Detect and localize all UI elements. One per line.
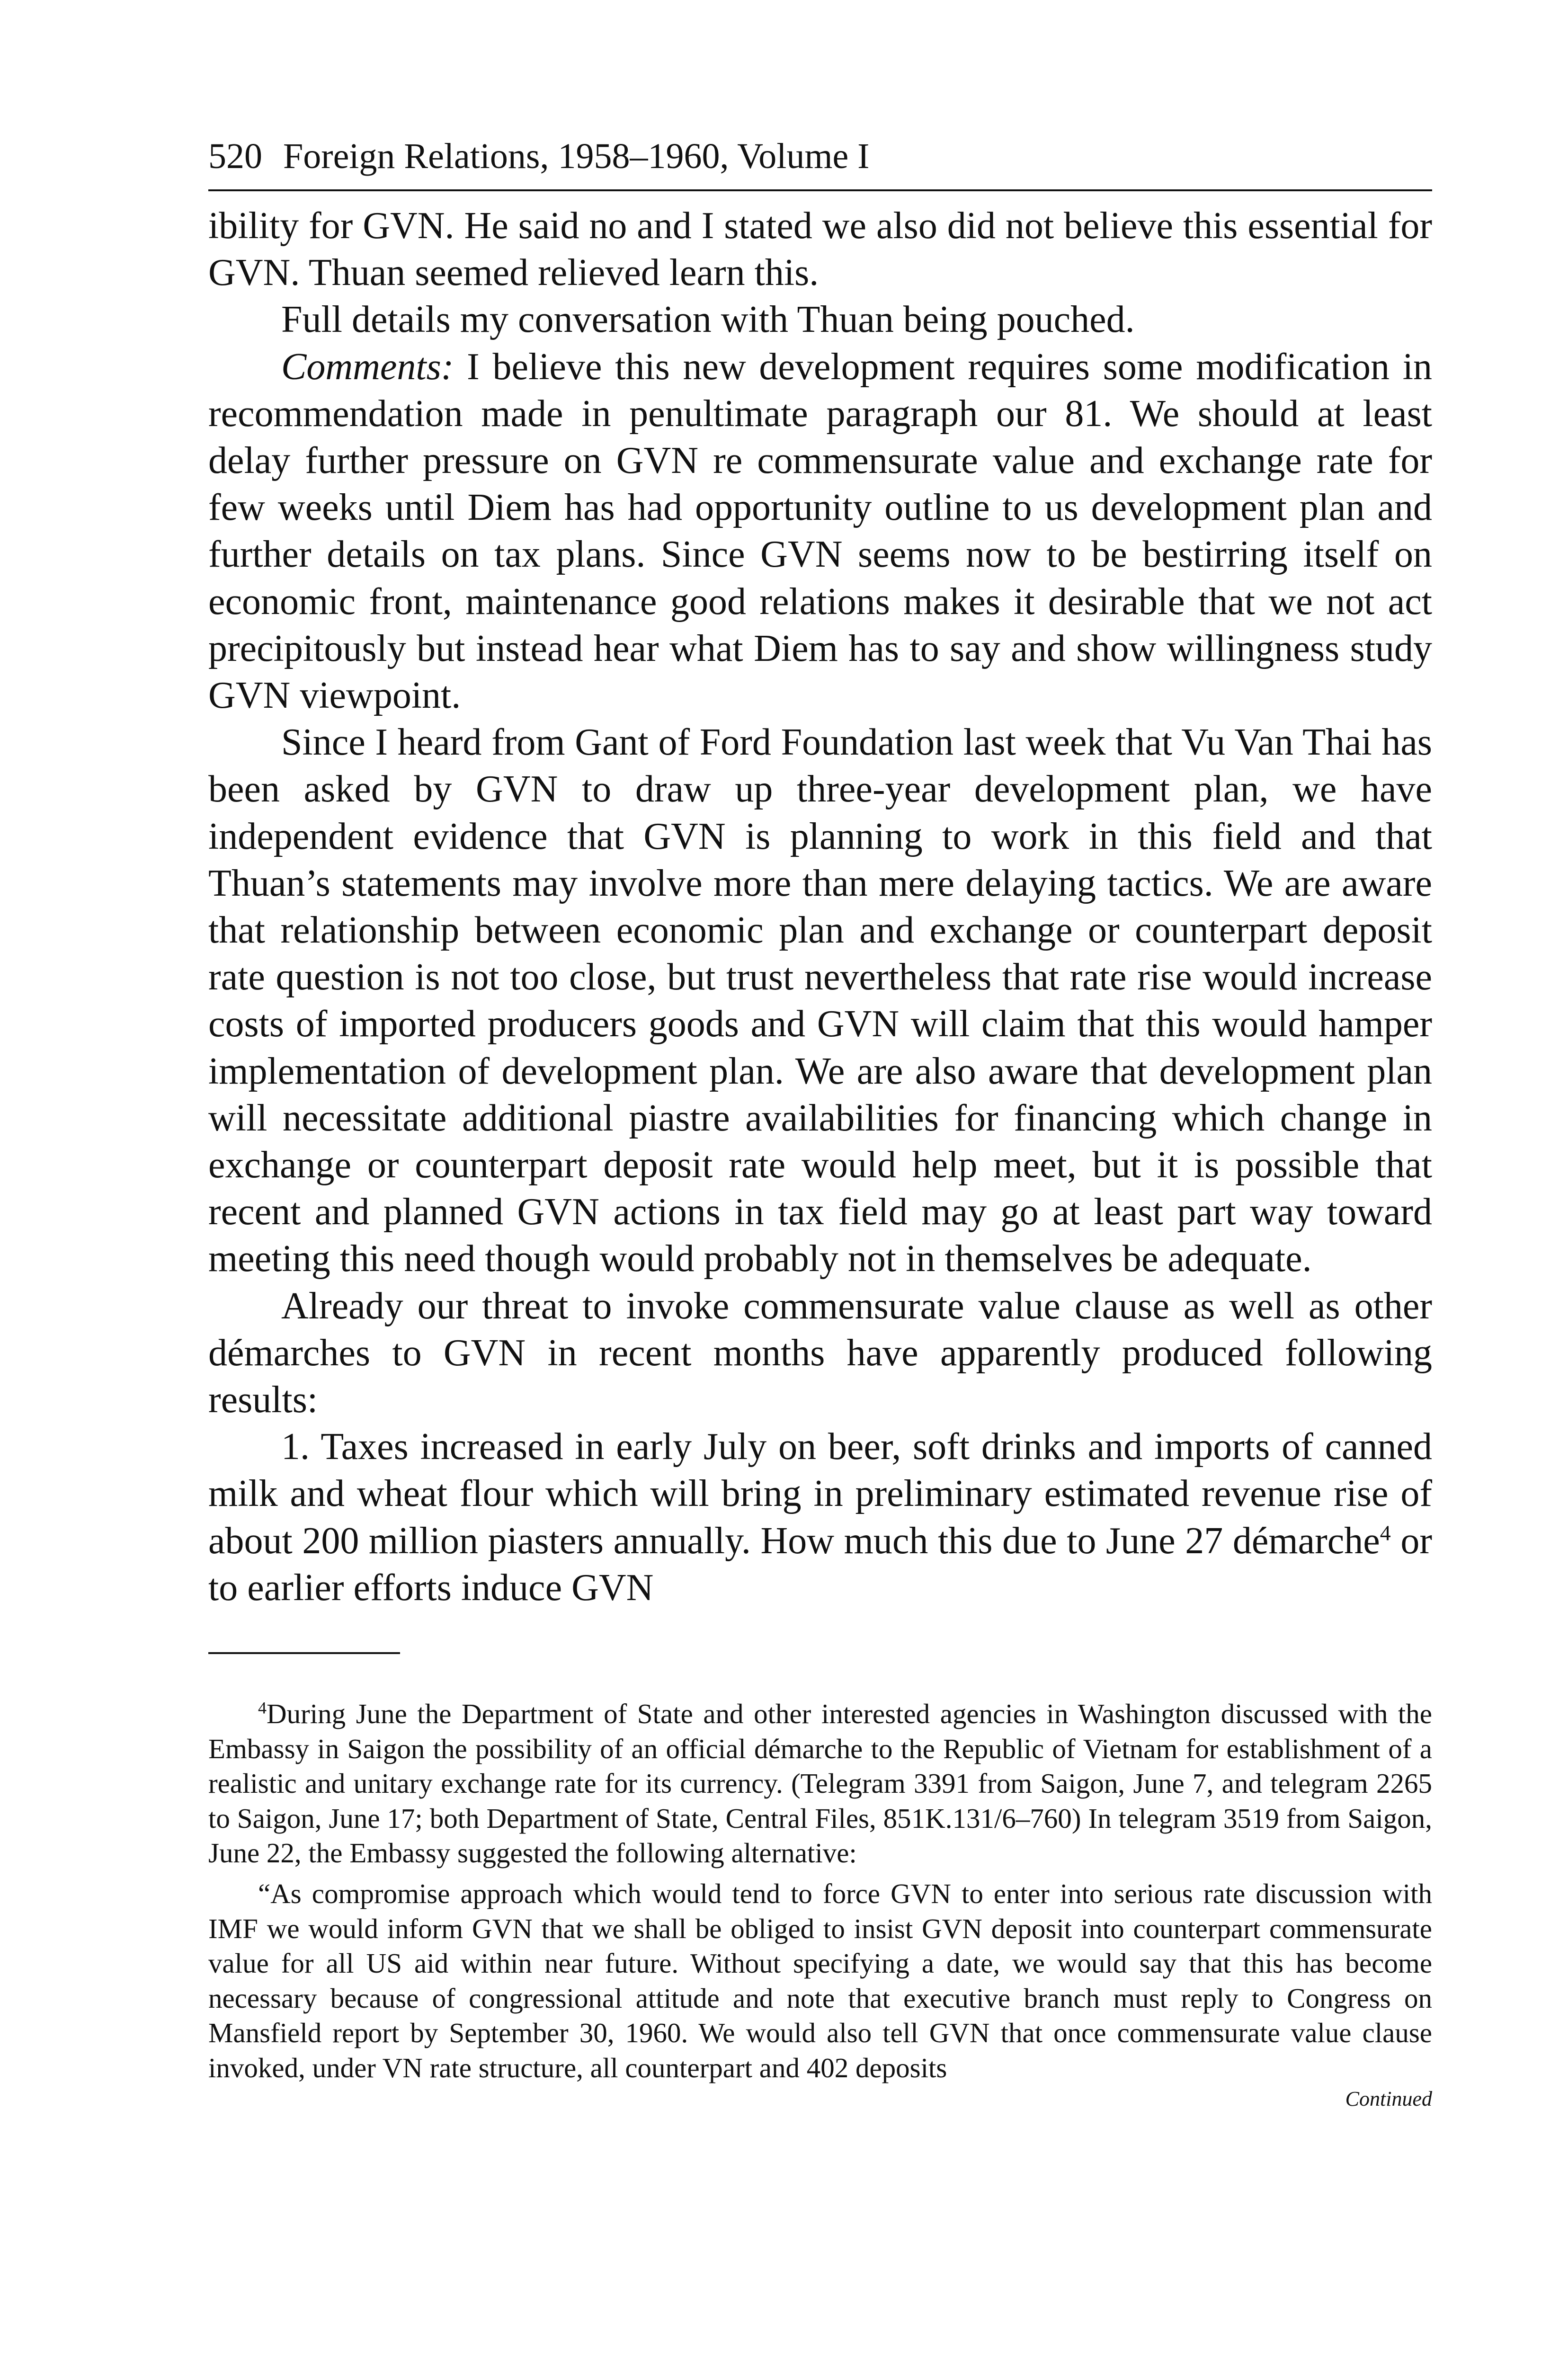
- footnotes: [208, 1697, 1432, 2112]
- continued-note: Continued: [1345, 2087, 1432, 2110]
- running-head: [208, 133, 1432, 191]
- footnote-reference[interactable]: 4: [1380, 1521, 1391, 1545]
- paragraph-development-plan: Since I heard from Gant of Ford Foundation last week that Vu Van Thai has been asked by GVN to draw up three-year development plan, we have independent evidence that GVN is planning to work in this field and that Thuan’s statements may involve more than mere delaying tactics. We are aware that relationship between economic plan and exchange or counterpart deposit rate question is not too close, but trust nevertheless that rate rise would increase costs of imported producers goods and GVN will claim that this would hamper implementation of development plan. We are also aware that development plan will necessitate additional piastre availabilities for financing which change in exchange or counterpart deposit rate would help meet, but it is possible that recent and planned GVN actions in tax field may go at least part way toward meeting this need though would probably not in themselves be adequate.: [208, 721, 1432, 1280]
- item-1-text-end: or to earlier efforts induce GVN: [208, 1520, 1433, 1609]
- footnote-4-text: During June the Department of State and other interested agencies in Washington discussed with the Embassy in Saigon the possibility of an official démarche to the Republic of Vietnam for establishment of a realistic and unitary exchange rate for its currency. (Telegram 3391 from Saigon, June 7, and telegram 2265 to Saigon, June 17; both Department of State, Central Files, 851K.131/6–760) In telegram 3519 from Saigon, June 22, the Embassy suggested the following alternative:: [208, 1698, 1432, 1869]
- paragraph-continued: ibility for GVN. He said no and I stated we also did not believe this essential for GVN. Thuan seemed relieved learn this.: [208, 205, 1432, 294]
- paragraph-item-1: [208, 1424, 1432, 1611]
- comments-text: I believe this new development requires some modification in recommendation made in penultimate paragraph our 81. We should at least delay further pressure on GVN re commensurate value and exchange rate for few weeks until Diem has had opportunity outline to us development plan and further details on tax plans. Since GVN seems now to be bestirring itself on economic front, maintenance good relations makes it desirable that we not act precipitously but instead hear what Diem has to say and show willingness study GVN viewpoint.: [208, 346, 1432, 717]
- document-page: [208, 133, 1432, 2112]
- page-number: 520: [208, 136, 262, 176]
- body-text: [208, 203, 1432, 1611]
- comments-label: Comments:: [281, 346, 454, 388]
- paragraph-details-pouched: Full details my conversation with Thuan being pouched.: [281, 299, 1135, 341]
- footnote-divider: [208, 1652, 400, 1654]
- footnote-marker: 4: [258, 1698, 267, 1717]
- footnote-4-quote: “As compromise approach which would tend to force GVN to enter into serious rate discussion with IMF we would inform GVN that we shall be obliged to insist GVN deposit into counterpart commensurate value for all US aid within near future. Without specifying a date, we would say that this has become necessary because of congressional attitude and note that executive branch must reply to Congress on Mansfield report by September 30, 1960. We would also tell GVN that once commensurate value clause invoked, under VN rate structure, all counterpart and 402 deposits: [208, 1878, 1432, 2084]
- footnote-4: [208, 1697, 1432, 1871]
- item-1-text: 1. Taxes increased in early July on beer, soft drinks and imports of canned milk and wheat flour which will bring in preliminary estimated revenue rise of about 200 million piasters annually. How much this due to June 27 démarche: [208, 1426, 1432, 1562]
- running-title: Foreign Relations, 1958–1960, Volume I: [283, 136, 870, 176]
- paragraph-comments: [208, 344, 1432, 720]
- paragraph-demarches: Already our threat to invoke commensurate value clause as well as other démarches to GVN in recent months have apparently produced following results:: [208, 1285, 1432, 1421]
